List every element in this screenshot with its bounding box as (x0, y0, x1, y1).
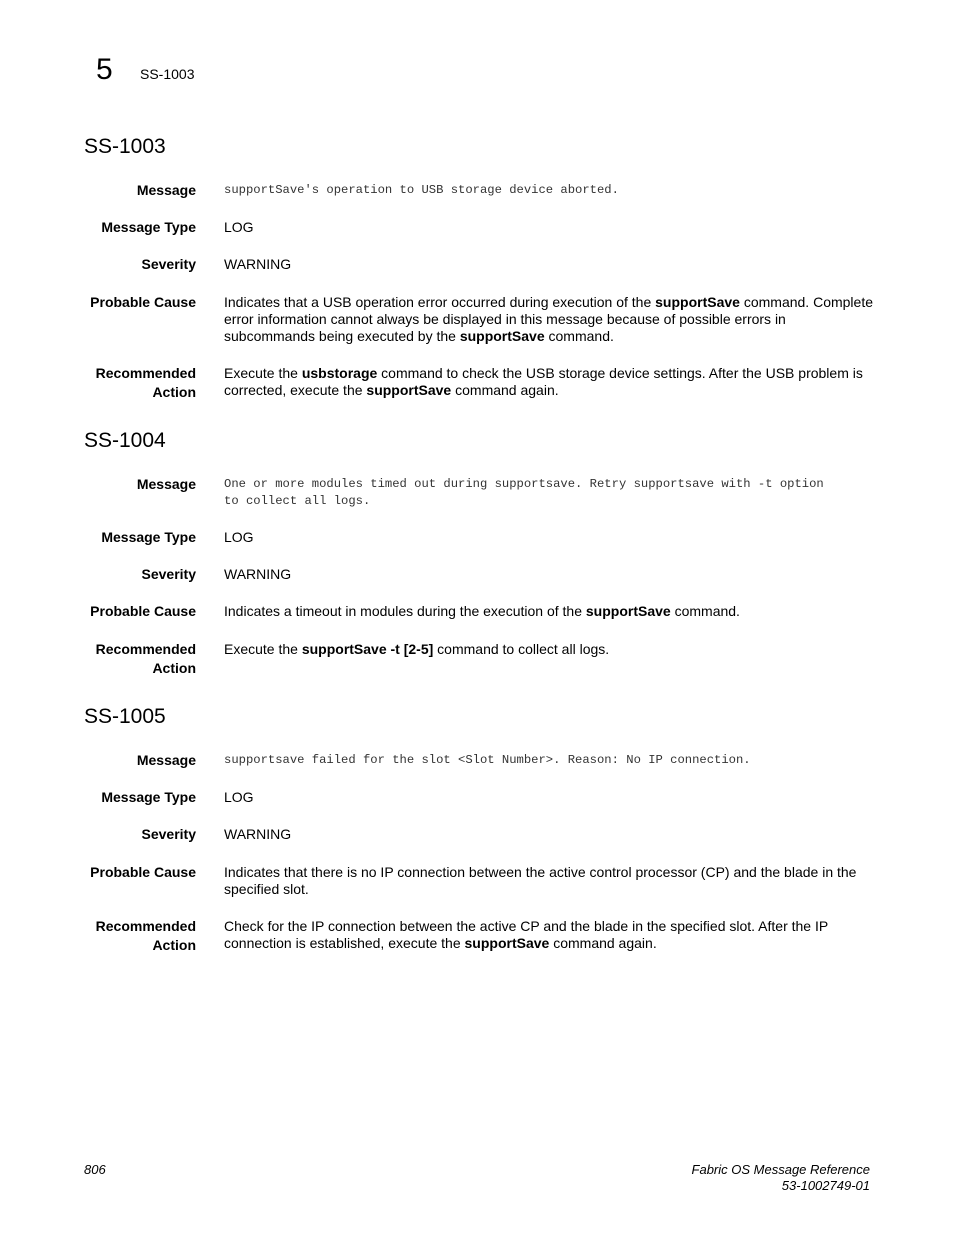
probable-cause-label: Probable Cause (90, 603, 196, 619)
recommended-action-text: Execute the supportSave -t [2-5] command to collect all logs. (224, 641, 610, 657)
severity-value: WARNING (224, 566, 292, 582)
page-number: 806 (84, 1162, 106, 1177)
entry-title: SS-1003 (84, 135, 166, 158)
probable-cause-label: Probable Cause (90, 294, 196, 310)
severity-value: WARNING (224, 826, 292, 842)
message-label: Message (136, 476, 196, 492)
message-type-label: Message Type (101, 529, 196, 545)
message-type-value: LOG (224, 789, 254, 805)
message-type-label: Message Type (101, 219, 196, 235)
message-type-value: LOG (224, 219, 254, 235)
running-head: SS-1003 (140, 66, 195, 82)
probable-cause-text: Indicates that a USB operation error occurred during execution of the supportSave command. Complete error information cannot always be displayed in this message because of possible errors in subcommands being executed by the supportSave command. (224, 294, 874, 344)
message-text: supportSave's operation to USB storage device aborted. (224, 183, 619, 197)
recommended-action-label: Recommended Action (95, 365, 196, 400)
severity-label: Severity (141, 826, 196, 842)
probable-cause-text: Indicates that there is no IP connection between the active control processor (CP) and the blade in the specified slot. (224, 864, 857, 897)
severity-value: WARNING (224, 256, 292, 272)
recommended-action-label: Recommended Action (95, 918, 196, 953)
message-type-label: Message Type (101, 789, 196, 805)
message-text: One or more modules timed out during supportsave. Retry supportsave with -t option to collect all logs. (224, 477, 824, 508)
message-label: Message (136, 752, 196, 768)
document-title: Fabric OS Message Reference 53-1002749-01 (691, 1162, 870, 1193)
severity-label: Severity (141, 566, 196, 582)
message-text: supportsave failed for the slot <Slot Number>. Reason: No IP connection. (224, 753, 751, 767)
chapter-number: 5 (96, 53, 113, 86)
probable-cause-label: Probable Cause (90, 864, 196, 880)
message-type-value: LOG (224, 529, 254, 545)
recommended-action-text: Check for the IP connection between the active CP and the blade in the specified slot. After the IP connection is established, execute the supportSave command again. (224, 918, 828, 951)
recommended-action-label: Recommended Action (95, 641, 196, 676)
entry-title: SS-1005 (84, 705, 166, 728)
severity-label: Severity (141, 256, 196, 272)
message-label: Message (136, 182, 196, 198)
entry-title: SS-1004 (84, 429, 166, 452)
probable-cause-text: Indicates a timeout in modules during the execution of the supportSave command. (224, 603, 740, 619)
recommended-action-text: Execute the usbstorage command to check the USB storage device settings. After the USB problem is corrected, execute the supportSave command again. (224, 365, 863, 398)
